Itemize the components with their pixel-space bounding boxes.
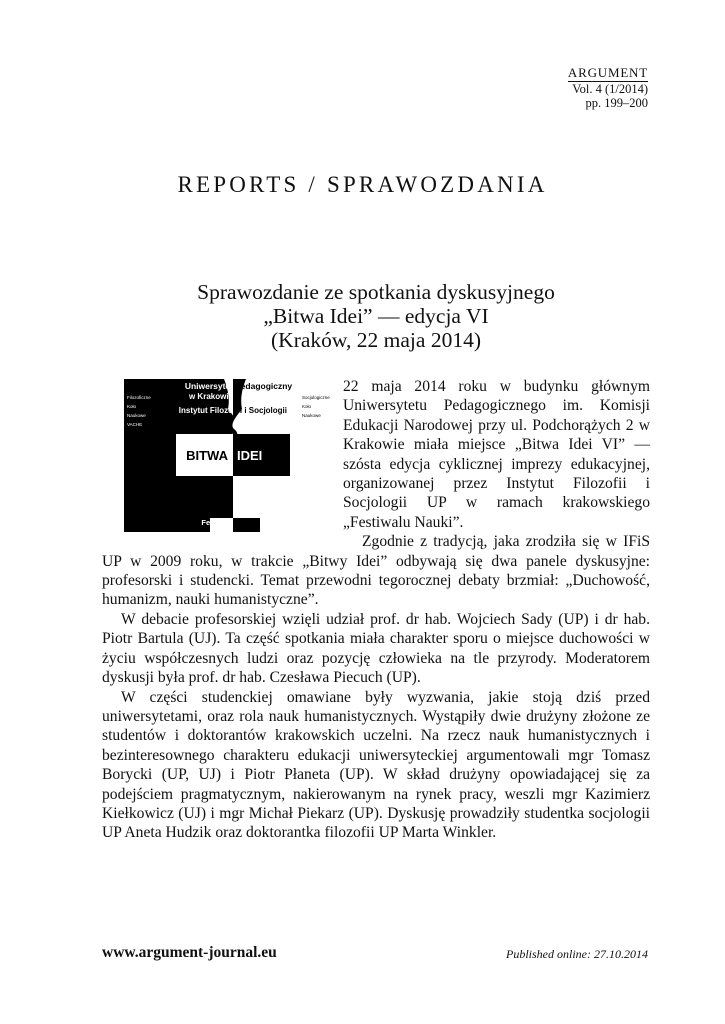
poster-right-line2: Koło bbox=[302, 404, 312, 409]
poster-right-line3: Naukowe bbox=[302, 413, 321, 418]
poster-univ-right: Pedagogiczny bbox=[235, 381, 293, 391]
poster-left-line2: Koło bbox=[127, 404, 137, 409]
section-title: REPORTS / SPRAWOZDANIA bbox=[177, 172, 548, 197]
article-title-line1: Sprawozdanie ze spotkania dyskusyjnego bbox=[197, 280, 555, 304]
poster-institute-left: Instytut Filozo bbox=[178, 406, 233, 415]
journal-name: ARGUMENT bbox=[567, 65, 648, 80]
journal-volume: Vol. 4 (1/2014) bbox=[572, 82, 648, 96]
paragraph-1: 22 maja 2014 roku w budynku głównym Uniwersytetu Pedagogicznego im. Komisji Edukacji Narodowej przy ul. Podchorążych 2 w Krakowie miała miejsce „Bitwa Idei VI” — szósta edycja cyklicznej imprezy edukacyjnej, organizowanej przez Instytut Filozofii i Socjologii UP w ramach krakowskiego „Festiwalu Nauki”. bbox=[343, 378, 650, 531]
poster-left-line3: Naukowe bbox=[127, 413, 146, 418]
journal-url-link[interactable]: www.argument-journal.eu bbox=[102, 944, 277, 961]
poster-univ-line2: w Krakowie bbox=[188, 392, 233, 401]
poster-festival-left: Festiwal bbox=[201, 518, 231, 527]
published-date: Published online: 27.10.2014 bbox=[506, 947, 648, 961]
article-title bbox=[0, 280, 725, 352]
article-title-line3: (Kraków, 22 maja 2014) bbox=[271, 328, 481, 352]
paragraph-2: Zgodnie z tradycją, jaka zrodziła się w IFiS UP w 2009 roku, w trakcie „Bitwy Idei” odbywają się dwa panele dyskusyjne: profesorski i studencki. Temat przewodni tegorocznej debaty brzmiał: „Duchowość, humanizm, nauki humanistyczne”. bbox=[102, 533, 650, 609]
poster-left-line1: Filozoficzne bbox=[127, 395, 151, 400]
poster-right-line1: Socjologiczne bbox=[302, 395, 330, 400]
poster-idei: IDEI bbox=[237, 448, 263, 463]
image-float-spacer bbox=[102, 377, 343, 533]
poster-univ-left: Uniwersytet bbox=[184, 381, 233, 391]
paragraph-3: W debacie profesorskiej wzięli udział prof. dr hab. Wojciech Sady (UP) i dr hab. Piotr Bartula (UJ). Ta część spotkania miała charakter sporu o miejsce duchowości w życiu współczesnych ludzi oraz pozycję człowieka na tle przyrody. Moderatorem dyskusji była prof. dr hab. Czesława Piecuch (UP). bbox=[102, 610, 650, 687]
poster-festival-right: Nauki bbox=[235, 518, 256, 527]
article-title-line2: „Bitwa Idei” — edycja VI bbox=[263, 304, 489, 328]
poster-bitwa: BITWA bbox=[186, 448, 228, 463]
journal-pages: pp. 199–200 bbox=[585, 96, 648, 110]
journal-info bbox=[568, 66, 648, 110]
article-body bbox=[102, 377, 650, 843]
paragraph-4: W części studenckiej omawiane były wyzwania, jakie stoją dziś przed uniwersytetami, oraz rola nauk humanistycznych. Wystąpiły dwie drużyny złożone ze studentów i doktorantów krakowskich uczelni. Na rzecz nauk humanistycznych i bezinteresownego charakteru edukacji uniwersyteckiej argumentowali mgr Tomasz Borycki (UP, UJ) i Piotr Płaneta (UP). W skład drużyny opowiadającej się za podejściem pragmatycznym, nakierowanym na rynek pracy, weszli mgr Kazimierz Kiełkowicz (UJ) i mgr Michał Piekarz (UP). Dyskusję prowadziły studentka socjologii UP Aneta Hudzik oraz doktorantka filozofii UP Marta Winkler. bbox=[102, 688, 650, 842]
poster-left-line4: VACHE bbox=[127, 422, 143, 427]
poster-institute-right: fii i Socjologii bbox=[235, 406, 287, 415]
